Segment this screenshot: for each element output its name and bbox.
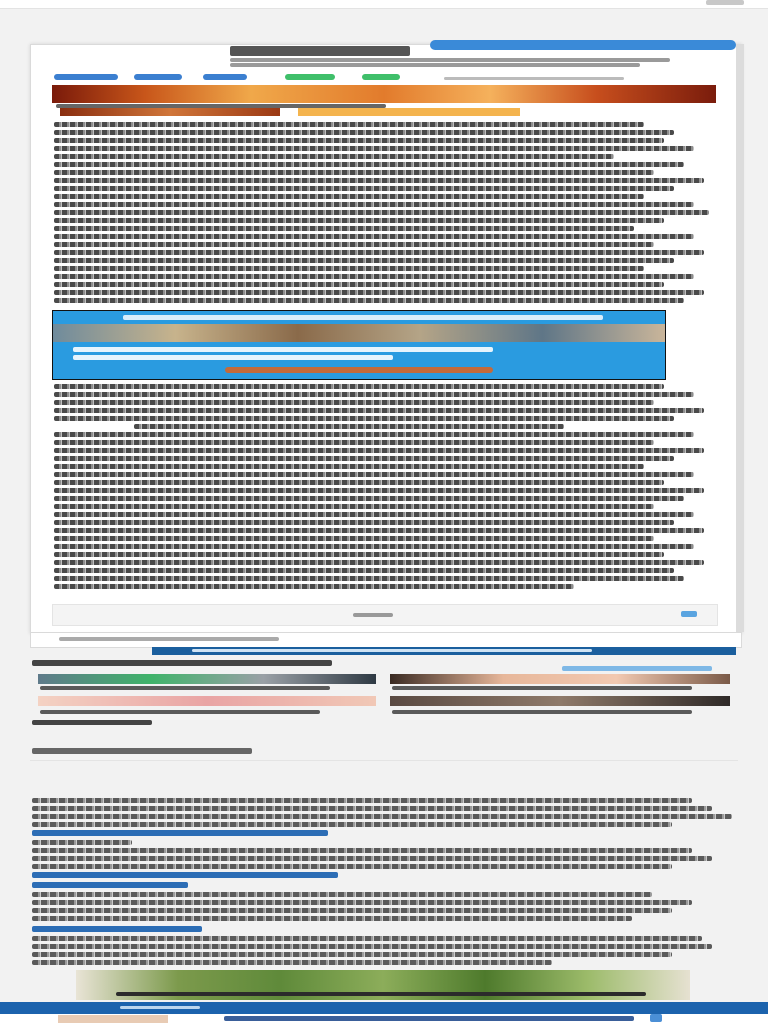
promo-caption [116, 992, 646, 996]
body-text-line [54, 234, 694, 239]
share-button[interactable] [362, 74, 400, 80]
related-item-title[interactable] [392, 710, 692, 714]
download-banner[interactable] [152, 647, 736, 655]
footer-text [120, 1006, 200, 1009]
body-text-line [54, 242, 654, 247]
body-text-line [54, 512, 694, 517]
description-link[interactable] [32, 872, 338, 878]
thumbnail-image [60, 108, 280, 116]
body-text-line [54, 416, 674, 421]
related-item-title[interactable] [392, 686, 692, 690]
document-pager [52, 604, 718, 626]
description-text-line [32, 798, 692, 803]
body-text-line [54, 154, 614, 159]
description-text-line [32, 892, 652, 897]
body-text-line [54, 170, 654, 175]
banner-text [192, 649, 592, 652]
document-scrollbar[interactable] [736, 44, 744, 632]
body-text-line [54, 250, 704, 255]
body-text-line [54, 258, 674, 263]
body-text-line [54, 274, 694, 279]
body-text-line [54, 392, 694, 397]
description-text-line [32, 822, 672, 827]
ad-headline [123, 315, 603, 320]
description-text-line [32, 908, 672, 913]
related-thumbnail[interactable] [38, 696, 376, 706]
description-text-line [32, 806, 712, 811]
description-text-line [32, 814, 732, 819]
footer-thumbnail[interactable] [58, 1015, 168, 1023]
body-text-line [54, 210, 709, 215]
related-thumbnail[interactable] [38, 674, 376, 684]
share-icon[interactable] [650, 1014, 662, 1022]
promo-image[interactable] [76, 970, 690, 1000]
description-text-line [32, 856, 712, 861]
body-text-line [54, 576, 684, 581]
description-heading [32, 748, 252, 754]
description-text-line [32, 960, 552, 965]
related-item-title[interactable] [40, 686, 330, 690]
related-heading [32, 660, 332, 666]
footer-link[interactable] [224, 1016, 634, 1021]
ad-cta-button[interactable] [225, 367, 493, 373]
description-link[interactable] [32, 926, 202, 932]
body-text-line [54, 552, 664, 557]
document-meta-line [230, 63, 640, 67]
body-text-line [54, 480, 664, 485]
body-text-line [54, 432, 694, 437]
upload-button[interactable] [430, 40, 736, 50]
ad-image [53, 324, 665, 342]
body-text-line [54, 218, 664, 223]
description-text-line [32, 952, 672, 957]
document-meta [230, 58, 670, 62]
section-divider [30, 760, 738, 761]
document-stats [444, 77, 624, 80]
body-text-line [54, 440, 654, 445]
body-text-line [54, 504, 654, 509]
body-text-line [54, 472, 694, 477]
related-thumbnail[interactable] [390, 696, 730, 706]
thumbnail-image [298, 108, 520, 116]
body-text-line [54, 298, 684, 303]
related-more-link[interactable] [562, 666, 712, 671]
description-text-line [32, 916, 632, 921]
related-thumbnail[interactable] [390, 674, 730, 684]
body-text-line [54, 186, 674, 191]
ad-text-line [73, 347, 493, 352]
page-indicator [353, 613, 393, 617]
document-title [230, 46, 410, 56]
tag-button[interactable] [134, 74, 182, 80]
description-text-line [32, 944, 712, 949]
description-link[interactable] [32, 882, 188, 888]
description-text-line [32, 848, 692, 853]
body-text-line [54, 202, 694, 207]
like-button[interactable] [285, 74, 335, 80]
document-info-bar [30, 632, 742, 648]
body-text-line [54, 496, 684, 501]
body-text-line [54, 464, 644, 469]
description-text-line [32, 936, 702, 941]
body-text-line [54, 178, 704, 183]
body-text-line [54, 520, 674, 525]
body-text-line [54, 290, 704, 295]
tag-button[interactable] [54, 74, 118, 80]
body-text-line [54, 138, 664, 143]
description-text-line [32, 840, 132, 845]
body-text-line [54, 448, 704, 453]
body-text-line [54, 146, 694, 151]
ad-text-line [73, 355, 393, 360]
related-item-title[interactable] [40, 710, 320, 714]
body-text-line [54, 400, 654, 405]
body-text-line [54, 162, 684, 167]
top-navigation-bar [0, 0, 768, 9]
description-text-line [32, 900, 692, 905]
body-text-line [54, 528, 704, 533]
body-text-line [54, 282, 664, 287]
body-text-line [54, 544, 694, 549]
hero-image [52, 85, 716, 103]
body-text-line [54, 408, 704, 413]
body-text-line [54, 488, 704, 493]
body-text-line [54, 568, 674, 573]
section-label [32, 720, 152, 725]
body-text-line [54, 536, 654, 541]
document-info-text [59, 637, 279, 641]
body-text-line [54, 456, 674, 461]
body-text-line [54, 560, 704, 565]
description-link[interactable] [32, 830, 328, 836]
body-text-line [54, 194, 644, 199]
body-text-line [54, 584, 574, 589]
body-text-line [54, 130, 674, 135]
body-text-line [54, 266, 644, 271]
footer-bar [0, 1002, 768, 1014]
body-text-line [134, 424, 564, 429]
advertisement-banner[interactable] [52, 310, 666, 380]
next-page-icon[interactable] [681, 611, 697, 617]
description-text-line [32, 864, 672, 869]
menu-icon[interactable] [706, 0, 744, 5]
body-text-line [54, 122, 644, 127]
tag-button[interactable] [203, 74, 247, 80]
body-text-line [54, 226, 634, 231]
body-text-line [54, 384, 664, 389]
